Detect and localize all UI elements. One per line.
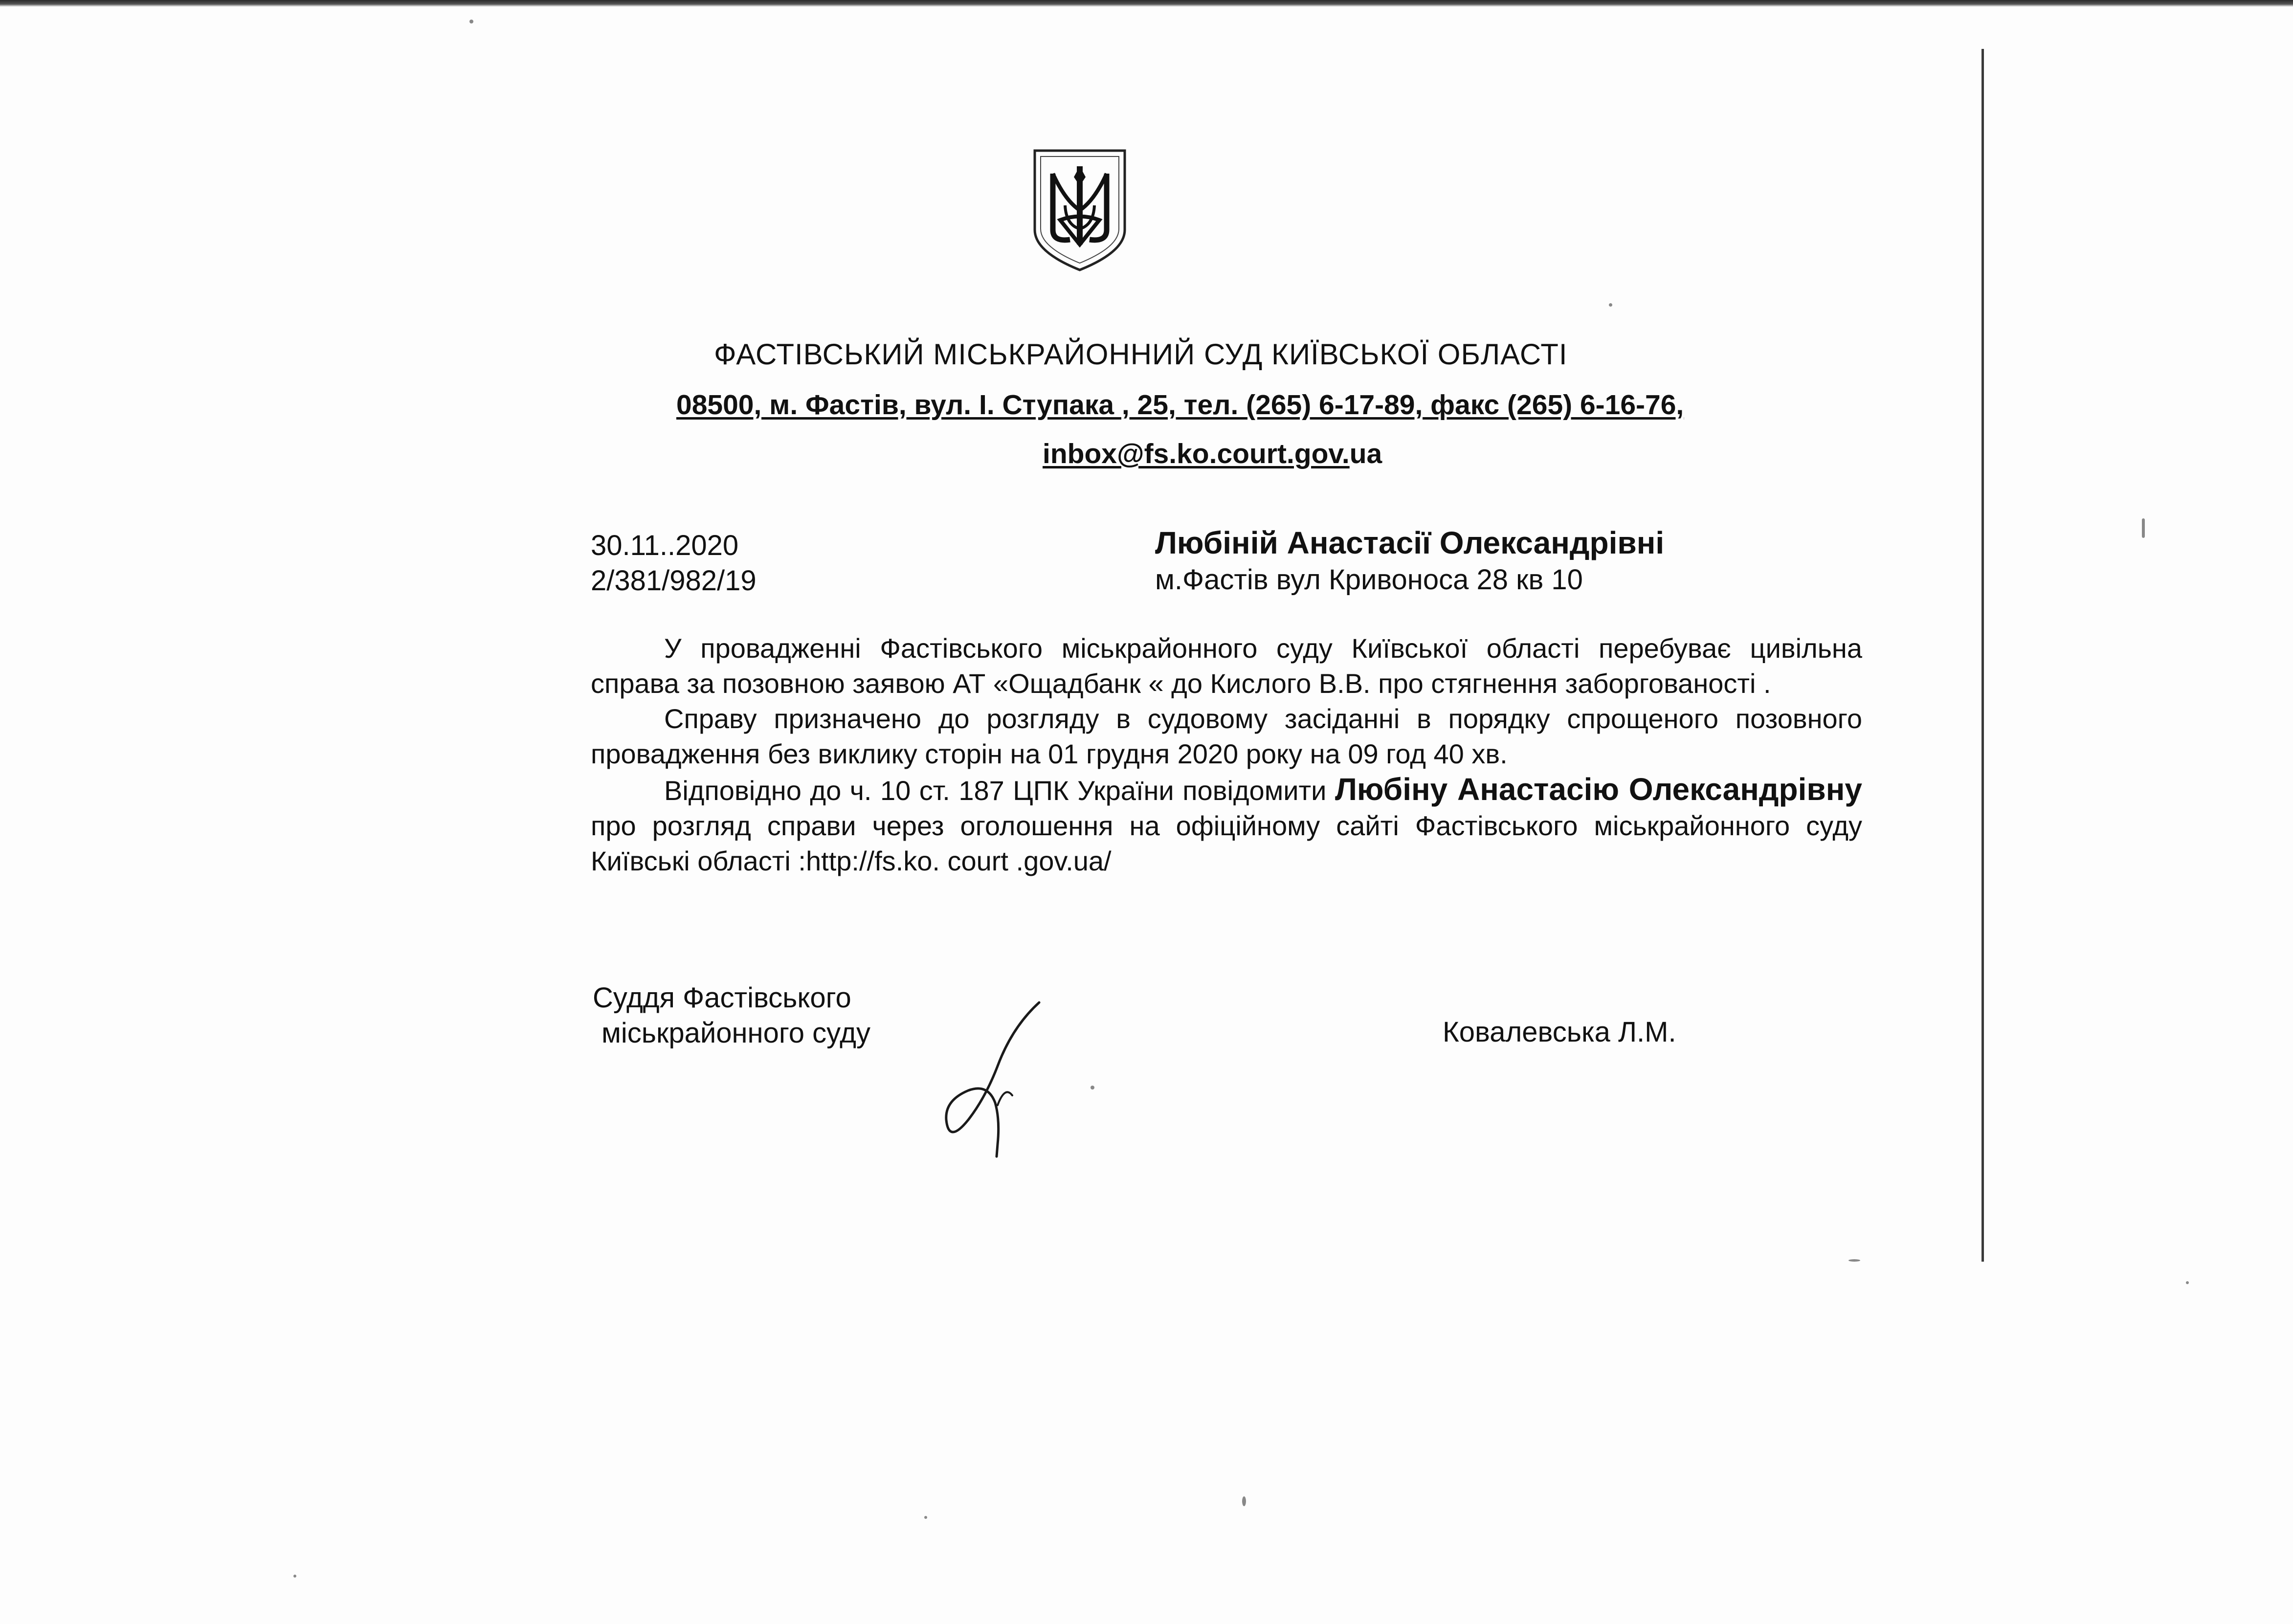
body-paragraph-3-start: Відповідно до ч. 10 ст. 187 ЦПК України повідомити bbox=[664, 775, 1327, 806]
addressee-address: м.Фастів вул Кривоноса 28 кв 10 bbox=[1155, 564, 1583, 596]
court-name: ФАСТІВСЬКИЙ МІСЬКРАЙОННИЙ СУД КИЇВСЬКОЇ ОБЛАСТІ bbox=[714, 338, 1568, 371]
judge-title-line-2: міськрайонного суду bbox=[601, 1017, 871, 1049]
handwritten-signature-icon bbox=[939, 998, 1051, 1159]
scan-speck bbox=[2142, 518, 2145, 538]
body-paragraph-2: Справу призначено до розгляду в судовому засіданні в порядку спрощеного позовного провадження без виклику сторін на 01 грудня 2020 року на 09 год 40 хв. bbox=[591, 703, 1862, 769]
scan-speck bbox=[293, 1575, 296, 1578]
body-paragraph-3 bbox=[591, 772, 1862, 879]
judge-name: Ковалевська Л.М. bbox=[1443, 1016, 1676, 1048]
court-email-suffix: ua bbox=[1349, 438, 1382, 469]
scan-top-edge bbox=[0, 0, 2293, 7]
scan-speck bbox=[924, 1516, 927, 1519]
body-paragraph-3-end: про розгляд справи через оголошення на офіційному сайті Фастівського міськрайонного суду Київські області :http://fs.ko. court .gov.ua/ bbox=[591, 810, 1862, 876]
court-address: 08500, м. Фастів, вул. І. Ступака , 25, тел. (265) 6-17-89, факс (265) 6-16-76, bbox=[676, 389, 1684, 421]
judge-title-line-1: Суддя Фастівського bbox=[593, 982, 851, 1014]
document-date: 30.11..2020 bbox=[591, 530, 739, 561]
scan-speck bbox=[2186, 1281, 2189, 1284]
trident-coat-of-arms-icon bbox=[1031, 147, 1129, 274]
letter-body bbox=[591, 631, 1862, 879]
scan-speck bbox=[1242, 1496, 1246, 1506]
body-paragraph-1: У провадженні Фастівського міськрайонного суду Київської області перебуває цивільна справа за позовною заявою АТ «Ощадбанк « до Кислого В.В. про стягнення заборгованості . bbox=[591, 633, 1862, 699]
court-email[interactable] bbox=[1043, 438, 1382, 470]
scan-speck bbox=[1848, 1259, 1860, 1262]
court-email-link[interactable]: inbox@fs.ko.court.gov. bbox=[1043, 438, 1350, 469]
document-meta bbox=[591, 528, 757, 599]
judge-title bbox=[593, 980, 870, 1051]
scan-speck bbox=[1609, 303, 1612, 307]
scan-margin-line bbox=[1981, 49, 1984, 1262]
addressee-block bbox=[1155, 523, 1664, 598]
case-number: 2/381/982/19 bbox=[591, 565, 757, 597]
notified-person-name: Любіну Анастасію Олександрівну bbox=[1335, 772, 1863, 807]
addressee-name: Любіній Анастасії Олександрівні bbox=[1155, 525, 1665, 560]
scan-speck bbox=[1091, 1086, 1094, 1090]
scan-speck bbox=[469, 20, 473, 23]
